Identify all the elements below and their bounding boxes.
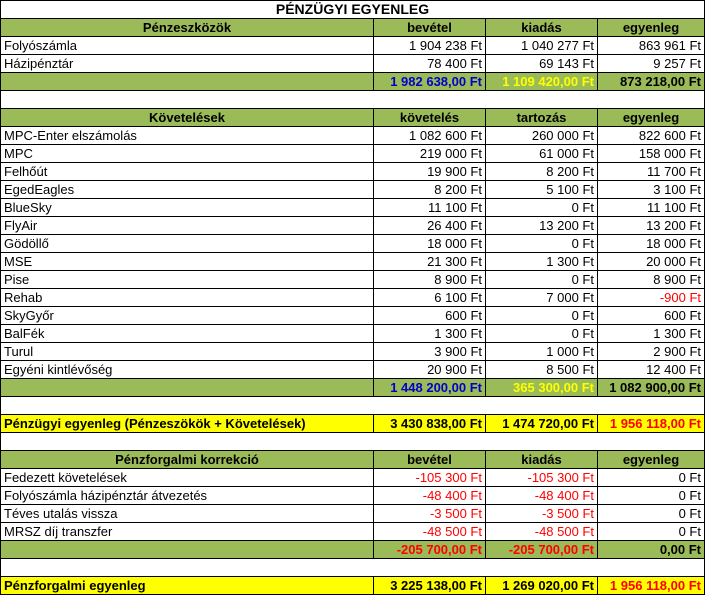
cash-header-row: [1, 19, 705, 37]
row-value[interactable]: 69 143 Ft: [486, 55, 598, 73]
spacer-cell: [1, 433, 705, 451]
row-value[interactable]: 9 257 Ft: [598, 55, 705, 73]
total-value[interactable]: 1 448 200,00 Ft: [374, 379, 486, 397]
row-value[interactable]: 26 400 Ft: [374, 217, 486, 235]
row-label[interactable]: BlueSky: [1, 199, 374, 217]
row-value[interactable]: 5 100 Ft: [486, 181, 598, 199]
cash-header-2[interactable]: kiadás: [486, 19, 598, 37]
row-value[interactable]: 1 300 Ft: [374, 325, 486, 343]
total-label[interactable]: [1, 379, 374, 397]
receivables-header-0[interactable]: Követelések: [1, 109, 374, 127]
spacer-cell: [1, 91, 705, 109]
total-value[interactable]: 1 982 638,00 Ft: [374, 73, 486, 91]
row-value[interactable]: 1 300 Ft: [486, 253, 598, 271]
financial-balance-value[interactable]: 3 430 838,00 Ft: [374, 415, 486, 433]
row-label[interactable]: Felhőút: [1, 163, 374, 181]
row-value[interactable]: 8 200 Ft: [486, 163, 598, 181]
row-value[interactable]: 219 000 Ft: [374, 145, 486, 163]
row-label[interactable]: Rehab: [1, 289, 374, 307]
row-value[interactable]: -105 300 Ft: [374, 469, 486, 487]
row-value[interactable]: 8 500 Ft: [486, 361, 598, 379]
row-value[interactable]: 600 Ft: [598, 307, 705, 325]
total-value[interactable]: 1 109 420,00 Ft: [486, 73, 598, 91]
row-value[interactable]: -3 500 Ft: [374, 505, 486, 523]
row-label[interactable]: SkyGyőr: [1, 307, 374, 325]
row-value[interactable]: -48 500 Ft: [374, 523, 486, 541]
row-value[interactable]: 11 100 Ft: [598, 199, 705, 217]
table-row: [1, 361, 705, 379]
row-label[interactable]: BalFék: [1, 325, 374, 343]
row-label[interactable]: MPC: [1, 145, 374, 163]
row-value[interactable]: 20 900 Ft: [374, 361, 486, 379]
spacer-row: [1, 91, 705, 109]
total-value[interactable]: 1 082 900,00 Ft: [598, 379, 705, 397]
table-row: [1, 469, 705, 487]
row-value[interactable]: 8 900 Ft: [374, 271, 486, 289]
table-row: [1, 523, 705, 541]
table-row: [1, 181, 705, 199]
table-row: [1, 37, 705, 55]
row-value[interactable]: 13 200 Ft: [486, 217, 598, 235]
cashflow-balance-value[interactable]: 1 269 020,00 Ft: [486, 577, 598, 595]
table-row: [1, 163, 705, 181]
row-value[interactable]: 0 Ft: [486, 271, 598, 289]
spacer-cell: [1, 559, 705, 577]
receivables-header-2[interactable]: tartozás: [486, 109, 598, 127]
cashflow-balance-value[interactable]: 1 956 118,00 Ft: [598, 577, 705, 595]
row-label[interactable]: MSE: [1, 253, 374, 271]
row-value[interactable]: 3 900 Ft: [374, 343, 486, 361]
row-label[interactable]: Folyószámla: [1, 37, 374, 55]
row-label[interactable]: Házipénztár: [1, 55, 374, 73]
table-row: [1, 505, 705, 523]
financial-balance-label[interactable]: Pénzügyi egyenleg (Pénzeszökök + Követelések): [1, 415, 374, 433]
cashflow-balance-value[interactable]: 3 225 138,00 Ft: [374, 577, 486, 595]
total-label[interactable]: [1, 73, 374, 91]
correction-header-row: [1, 451, 705, 469]
row-value[interactable]: 0 Ft: [598, 523, 705, 541]
row-value[interactable]: 3 100 Ft: [598, 181, 705, 199]
correction-header-3[interactable]: egyenleg: [598, 451, 705, 469]
correction-total-row: [1, 541, 705, 559]
row-value[interactable]: 1 040 277 Ft: [486, 37, 598, 55]
receivables-total-row: [1, 379, 705, 397]
row-value[interactable]: 0 Ft: [486, 307, 598, 325]
total-label[interactable]: [1, 541, 374, 559]
row-value[interactable]: 20 000 Ft: [598, 253, 705, 271]
row-value[interactable]: 13 200 Ft: [598, 217, 705, 235]
table-body: [1, 1, 705, 595]
receivables-header-1[interactable]: követelés: [374, 109, 486, 127]
row-label[interactable]: Téves utalás vissza: [1, 505, 374, 523]
row-value[interactable]: 1 904 238 Ft: [374, 37, 486, 55]
table-row: [1, 127, 705, 145]
cashflow-balance-label[interactable]: Pénzforgalmi egyenleg: [1, 577, 374, 595]
row-value[interactable]: 1 300 Ft: [598, 325, 705, 343]
cashflow-balance-row: [1, 577, 705, 595]
correction-header-1[interactable]: bevétel: [374, 451, 486, 469]
receivables-header-3[interactable]: egyenleg: [598, 109, 705, 127]
row-value[interactable]: -900 Ft: [598, 289, 705, 307]
table-row: [1, 343, 705, 361]
row-value[interactable]: -48 400 Ft: [486, 487, 598, 505]
row-label[interactable]: Fedezett követelések: [1, 469, 374, 487]
row-value[interactable]: 0 Ft: [486, 325, 598, 343]
cash-total-row: [1, 73, 705, 91]
total-value[interactable]: 365 300,00 Ft: [486, 379, 598, 397]
row-value[interactable]: 0 Ft: [598, 505, 705, 523]
row-label[interactable]: MPC-Enter elszámolás: [1, 127, 374, 145]
row-value[interactable]: 2 900 Ft: [598, 343, 705, 361]
row-label[interactable]: FlyAir: [1, 217, 374, 235]
spacer-row: [1, 397, 705, 415]
table-row: [1, 307, 705, 325]
row-value[interactable]: 0 Ft: [598, 487, 705, 505]
row-value[interactable]: 11 100 Ft: [374, 199, 486, 217]
row-value[interactable]: 260 000 Ft: [486, 127, 598, 145]
row-value[interactable]: 822 600 Ft: [598, 127, 705, 145]
row-value[interactable]: 18 000 Ft: [598, 235, 705, 253]
row-value[interactable]: 863 961 Ft: [598, 37, 705, 55]
row-value[interactable]: 78 400 Ft: [374, 55, 486, 73]
table-row: [1, 217, 705, 235]
row-label[interactable]: Egyéni kintlévőség: [1, 361, 374, 379]
row-value[interactable]: 11 700 Ft: [598, 163, 705, 181]
spacer-cell: [1, 397, 705, 415]
row-value[interactable]: 0 Ft: [486, 235, 598, 253]
row-value[interactable]: -105 300 Ft: [486, 469, 598, 487]
total-value[interactable]: 873 218,00 Ft: [598, 73, 705, 91]
row-value[interactable]: 8 200 Ft: [374, 181, 486, 199]
financial-balance-value[interactable]: 1 474 720,00 Ft: [486, 415, 598, 433]
total-value[interactable]: -205 700,00 Ft: [374, 541, 486, 559]
row-value[interactable]: 19 900 Ft: [374, 163, 486, 181]
row-value[interactable]: 0 Ft: [598, 469, 705, 487]
row-value[interactable]: 158 000 Ft: [598, 145, 705, 163]
table-row: [1, 325, 705, 343]
table-row: [1, 55, 705, 73]
table-row: [1, 271, 705, 289]
table-row: [1, 253, 705, 271]
receivables-header-row: [1, 109, 705, 127]
row-value[interactable]: -3 500 Ft: [486, 505, 598, 523]
spacer-row: [1, 559, 705, 577]
page-title[interactable]: PÉNZÜGYI EGYENLEG: [1, 1, 705, 19]
row-label[interactable]: Folyószámla házipénztár átvezetés: [1, 487, 374, 505]
table-row: [1, 487, 705, 505]
row-label[interactable]: Pise: [1, 271, 374, 289]
row-value[interactable]: 0 Ft: [486, 199, 598, 217]
total-value[interactable]: 0,00 Ft: [598, 541, 705, 559]
cash-header-0[interactable]: Pénzeszközök: [1, 19, 374, 37]
financial-balance-row: [1, 415, 705, 433]
row-value[interactable]: 6 100 Ft: [374, 289, 486, 307]
row-value[interactable]: 1 000 Ft: [486, 343, 598, 361]
financial-balance-value[interactable]: 1 956 118,00 Ft: [598, 415, 705, 433]
table-row: [1, 235, 705, 253]
row-value[interactable]: 18 000 Ft: [374, 235, 486, 253]
table-row: [1, 289, 705, 307]
row-label[interactable]: Gödöllő: [1, 235, 374, 253]
table-row: [1, 145, 705, 163]
cash-header-3[interactable]: egyenleg: [598, 19, 705, 37]
total-value[interactable]: -205 700,00 Ft: [486, 541, 598, 559]
row-value[interactable]: 21 300 Ft: [374, 253, 486, 271]
correction-header-0[interactable]: Pénzforgalmi korrekció: [1, 451, 374, 469]
row-value[interactable]: 8 900 Ft: [598, 271, 705, 289]
row-label[interactable]: Turul: [1, 343, 374, 361]
correction-header-2[interactable]: kiadás: [486, 451, 598, 469]
row-value[interactable]: 61 000 Ft: [486, 145, 598, 163]
title-row: [1, 1, 705, 19]
spacer-row: [1, 433, 705, 451]
row-value[interactable]: 1 082 600 Ft: [374, 127, 486, 145]
cash-header-1[interactable]: bevétel: [374, 19, 486, 37]
row-value[interactable]: 600 Ft: [374, 307, 486, 325]
row-label[interactable]: EgedEagles: [1, 181, 374, 199]
row-value[interactable]: 7 000 Ft: [486, 289, 598, 307]
row-value[interactable]: -48 500 Ft: [486, 523, 598, 541]
row-value[interactable]: -48 400 Ft: [374, 487, 486, 505]
row-value[interactable]: 12 400 Ft: [598, 361, 705, 379]
row-label[interactable]: MRSZ díj transzfer: [1, 523, 374, 541]
table-row: [1, 199, 705, 217]
